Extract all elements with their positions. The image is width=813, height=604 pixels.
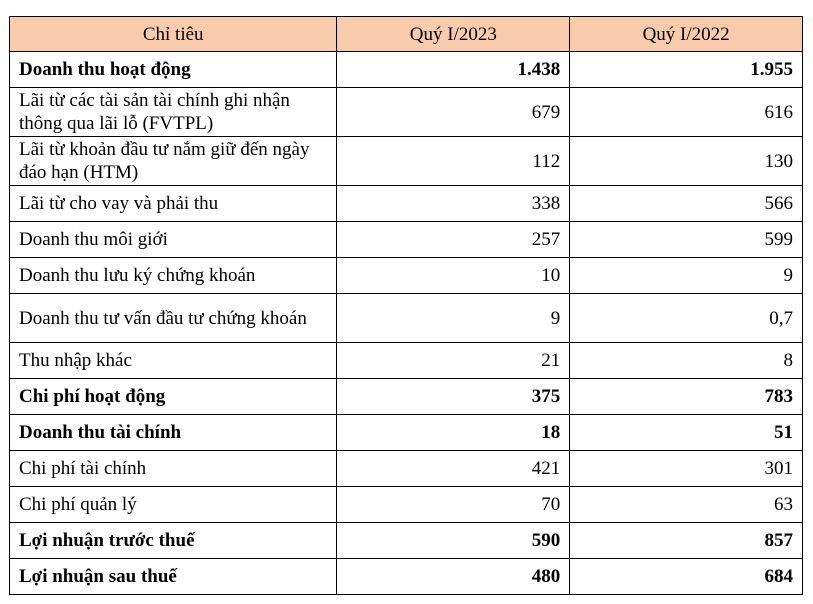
value-q1-2022: 599 <box>570 222 803 258</box>
row-label: Doanh thu lưu ký chứng khoán <box>10 258 337 294</box>
value-q1-2023: 9 <box>337 294 570 343</box>
value-q1-2022: 566 <box>570 186 803 222</box>
table-row <box>10 88 803 137</box>
value-q1-2023: 480 <box>337 559 570 595</box>
value-q1-2022: 857 <box>570 523 803 559</box>
value-q1-2022: 0,7 <box>570 294 803 343</box>
value-q1-2023: 10 <box>337 258 570 294</box>
table-row <box>10 258 803 294</box>
value-q1-2022: 684 <box>570 559 803 595</box>
table-row <box>10 379 803 415</box>
value-q1-2022: 51 <box>570 415 803 451</box>
table-row <box>10 415 803 451</box>
row-label: Lãi từ các tài sản tài chính ghi nhận thông qua lãi lỗ (FVTPL) <box>10 88 337 137</box>
table-row <box>10 487 803 523</box>
value-q1-2023: 590 <box>337 523 570 559</box>
value-q1-2022: 63 <box>570 487 803 523</box>
row-label: Chi phí quản lý <box>10 487 337 523</box>
table-row <box>10 222 803 258</box>
row-label: Doanh thu môi giới <box>10 222 337 258</box>
row-label: Lãi từ khoản đầu tư nắm giữ đến ngày đáo hạn (HTM) <box>10 137 337 186</box>
value-q1-2023: 257 <box>337 222 570 258</box>
row-label: Chi phí tài chính <box>10 451 337 487</box>
value-q1-2022: 8 <box>570 343 803 379</box>
table-row <box>10 523 803 559</box>
table-row <box>10 52 803 88</box>
row-label: Lợi nhuận trước thuế <box>10 523 337 559</box>
table-row <box>10 451 803 487</box>
value-q1-2023: 112 <box>337 137 570 186</box>
value-q1-2023: 421 <box>337 451 570 487</box>
header-indicator: Chỉ tiêu <box>10 17 337 52</box>
row-label: Chi phí hoạt động <box>10 379 337 415</box>
table-row <box>10 186 803 222</box>
table-row <box>10 294 803 343</box>
financial-table <box>9 16 803 595</box>
value-q1-2022: 301 <box>570 451 803 487</box>
row-label: Doanh thu hoạt động <box>10 52 337 88</box>
value-q1-2022: 616 <box>570 88 803 137</box>
row-label: Thu nhập khác <box>10 343 337 379</box>
value-q1-2022: 783 <box>570 379 803 415</box>
value-q1-2023: 21 <box>337 343 570 379</box>
table-row <box>10 559 803 595</box>
value-q1-2022: 9 <box>570 258 803 294</box>
value-q1-2023: 679 <box>337 88 570 137</box>
value-q1-2022: 130 <box>570 137 803 186</box>
header-q1-2023: Quý I/2023 <box>337 17 570 52</box>
row-label: Doanh thu tư vấn đầu tư chứng khoán <box>10 294 337 343</box>
value-q1-2023: 18 <box>337 415 570 451</box>
value-q1-2023: 70 <box>337 487 570 523</box>
value-q1-2023: 1.438 <box>337 52 570 88</box>
row-label: Doanh thu tài chính <box>10 415 337 451</box>
value-q1-2022: 1.955 <box>570 52 803 88</box>
value-q1-2023: 375 <box>337 379 570 415</box>
value-q1-2023: 338 <box>337 186 570 222</box>
table-row <box>10 137 803 186</box>
table-row <box>10 343 803 379</box>
row-label: Lãi từ cho vay và phải thu <box>10 186 337 222</box>
row-label: Lợi nhuận sau thuế <box>10 559 337 595</box>
header-row <box>10 17 803 52</box>
header-q1-2022: Quý I/2022 <box>570 17 803 52</box>
